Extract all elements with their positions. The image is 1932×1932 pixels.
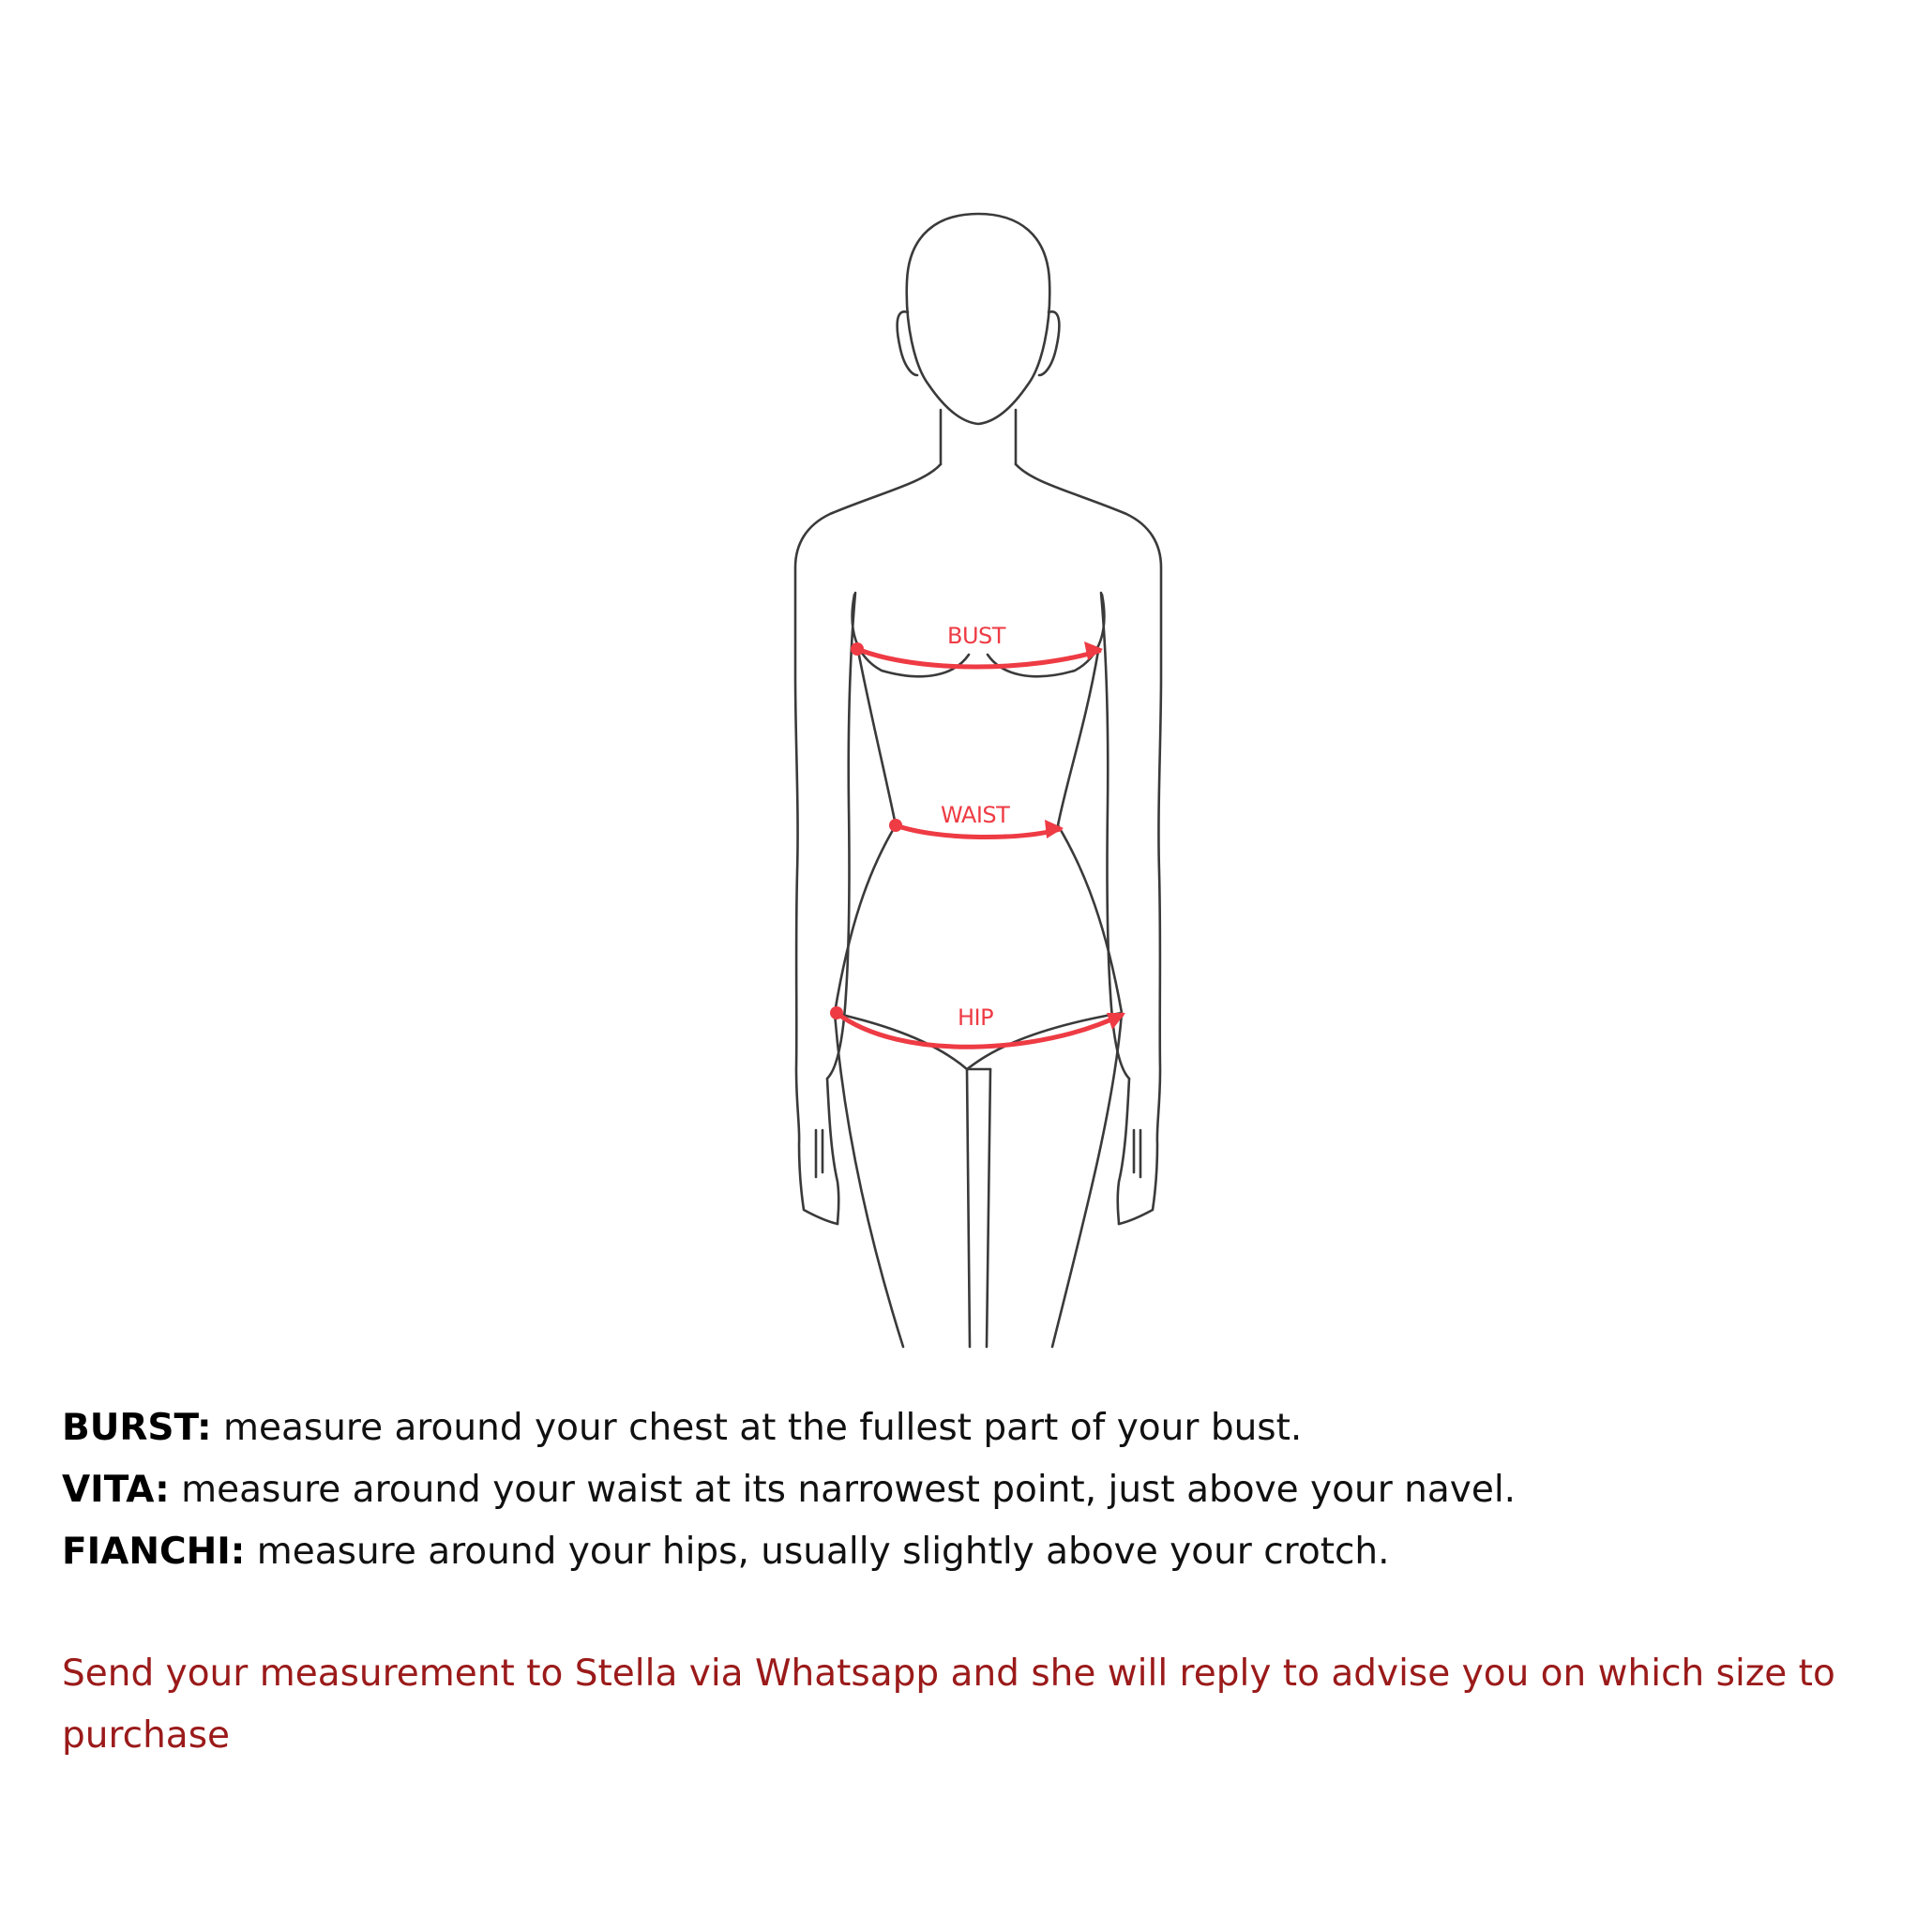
definition-bust: [62, 1397, 1872, 1459]
head-outline: [907, 214, 1050, 424]
definition-term: FIANCHI:: [62, 1531, 246, 1573]
inner-leg-left: [967, 1069, 970, 1347]
hip-measure-start: [830, 1006, 843, 1019]
waist-measure-arrow: [1045, 820, 1064, 838]
bust-measure-line: [857, 649, 1099, 667]
right-shoulder-arm: [1016, 464, 1161, 1224]
bust-label: BUST: [947, 623, 1005, 649]
bust-measure-start: [851, 642, 864, 656]
measurement-instructions: [62, 1397, 1872, 1583]
left-hand: [816, 1079, 838, 1224]
waist-label: WAIST: [941, 802, 1010, 828]
hip-label: HIP: [958, 1004, 994, 1031]
waist-measure-start: [889, 819, 902, 832]
left-shoulder-arm: [795, 464, 941, 1224]
definition-text: measure around your chest at the fullest part of your bust.: [211, 1407, 1303, 1449]
whatsapp-advice-note: Send your measurement to Stella via Whatsapp and she will reply to advise you on which size to purchase: [62, 1653, 1835, 1757]
left-inner-arm: [827, 593, 855, 1079]
definition-term: VITA:: [62, 1469, 170, 1511]
inner-leg-right: [987, 1069, 990, 1347]
definition-waist: [62, 1459, 1872, 1521]
definition-term: BURST:: [62, 1407, 212, 1449]
definition-text: measure around your hips, usually slightly above your crotch.: [245, 1531, 1390, 1573]
definition-hips: [62, 1521, 1872, 1583]
hip-measure-arrow: [1107, 1013, 1125, 1030]
right-inner-arm: [1101, 593, 1129, 1079]
right-hand: [1118, 1079, 1140, 1224]
definition-text: measure around your waist at its narrowest point, just above your navel.: [169, 1469, 1517, 1511]
